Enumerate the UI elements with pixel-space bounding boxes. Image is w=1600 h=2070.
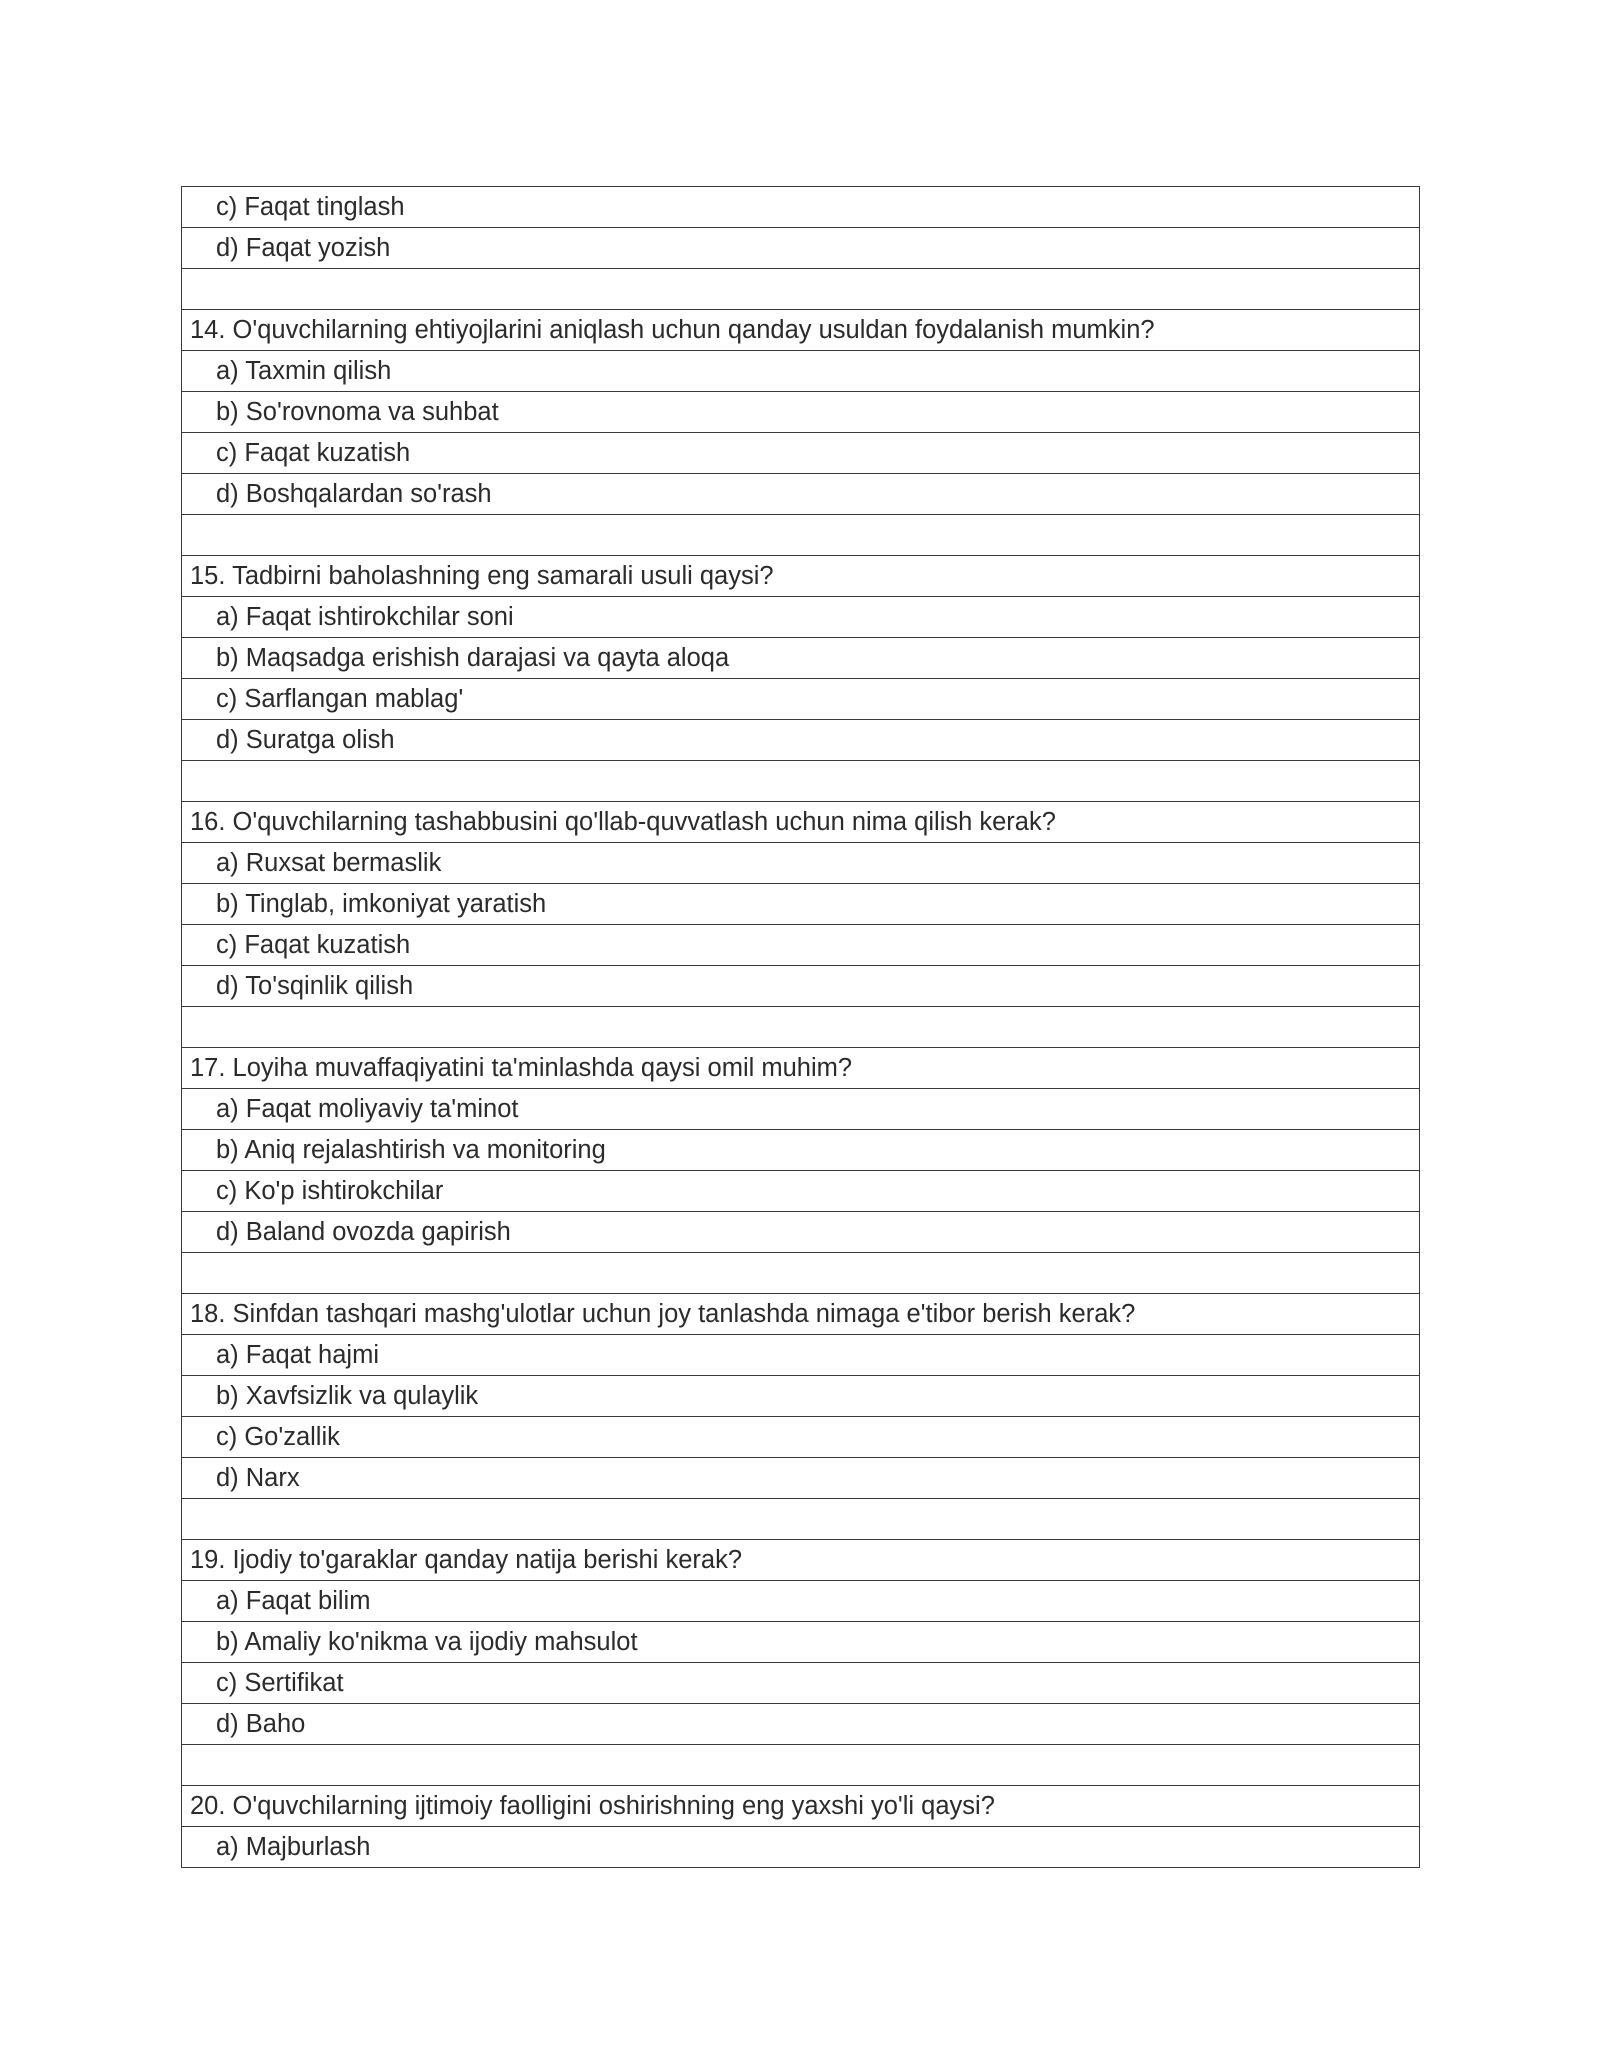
option-text: a) Ruxsat bermaslik [182, 843, 1420, 884]
option-text: a) Faqat ishtirokchilar soni [182, 597, 1420, 638]
option-text: d) Faqat yozish [182, 228, 1420, 269]
option-row [182, 1376, 1420, 1417]
question-text: 15. Tadbirni baholashning eng samarali usuli qaysi? [182, 556, 1420, 597]
option-row [182, 1335, 1420, 1376]
option-row [182, 843, 1420, 884]
question-row [182, 802, 1420, 843]
question-text: 14. O'quvchilarning ehtiyojlarini aniqlash uchun qanday usuldan foydalanish mumkin? [182, 310, 1420, 351]
question-row [182, 1786, 1420, 1827]
option-text: a) Faqat hajmi [182, 1335, 1420, 1376]
option-text: b) So'rovnoma va suhbat [182, 392, 1420, 433]
option-text: d) To'sqinlik qilish [182, 966, 1420, 1007]
option-row [182, 597, 1420, 638]
option-text: b) Xavfsizlik va qulaylik [182, 1376, 1420, 1417]
option-text: d) Suratga olish [182, 720, 1420, 761]
option-row [182, 638, 1420, 679]
spacer-row [182, 761, 1420, 802]
question-row [182, 1540, 1420, 1581]
option-text: b) Maqsadga erishish darajasi va qayta aloqa [182, 638, 1420, 679]
option-text: d) Boshqalardan so'rash [182, 474, 1420, 515]
spacer-row [182, 1499, 1420, 1540]
option-text: b) Amaliy ko'nikma va ijodiy mahsulot [182, 1622, 1420, 1663]
option-text: b) Tinglab, imkoniyat yaratish [182, 884, 1420, 925]
option-text: d) Baland ovozda gapirish [182, 1212, 1420, 1253]
option-row [182, 1581, 1420, 1622]
question-text: 19. Ijodiy to'garaklar qanday natija berishi kerak? [182, 1540, 1420, 1581]
option-text: c) Ko'p ishtirokchilar [182, 1171, 1420, 1212]
option-row [182, 1663, 1420, 1704]
option-row [182, 474, 1420, 515]
option-row [182, 1089, 1420, 1130]
option-row [182, 1704, 1420, 1745]
option-row [182, 1622, 1420, 1663]
empty-cell [182, 515, 1420, 556]
option-row [182, 679, 1420, 720]
empty-cell [182, 1253, 1420, 1294]
option-row [182, 392, 1420, 433]
empty-cell [182, 269, 1420, 310]
spacer-row [182, 1007, 1420, 1048]
option-text: a) Majburlash [182, 1827, 1420, 1868]
option-text: c) Sarflangan mablag' [182, 679, 1420, 720]
option-row [182, 351, 1420, 392]
question-row [182, 310, 1420, 351]
option-text: d) Baho [182, 1704, 1420, 1745]
option-row [182, 966, 1420, 1007]
option-text: c) Faqat tinglash [182, 187, 1420, 228]
empty-cell [182, 761, 1420, 802]
option-row [182, 884, 1420, 925]
option-row [182, 1458, 1420, 1499]
spacer-row [182, 269, 1420, 310]
question-text: 18. Sinfdan tashqari mashg'ulotlar uchun joy tanlashda nimaga e'tibor berish kerak? [182, 1294, 1420, 1335]
option-row [182, 433, 1420, 474]
question-row [182, 1048, 1420, 1089]
empty-cell [182, 1007, 1420, 1048]
question-row [182, 1294, 1420, 1335]
option-text: c) Go'zallik [182, 1417, 1420, 1458]
option-text: a) Taxmin qilish [182, 351, 1420, 392]
option-text: c) Sertifikat [182, 1663, 1420, 1704]
spacer-row [182, 1253, 1420, 1294]
option-row [182, 228, 1420, 269]
option-row [182, 1130, 1420, 1171]
quiz-table [181, 186, 1420, 1868]
empty-cell [182, 1745, 1420, 1786]
option-text: c) Faqat kuzatish [182, 433, 1420, 474]
option-text: b) Aniq rejalashtirish va monitoring [182, 1130, 1420, 1171]
option-row [182, 720, 1420, 761]
option-text: a) Faqat moliyaviy ta'minot [182, 1089, 1420, 1130]
option-text: c) Faqat kuzatish [182, 925, 1420, 966]
option-row [182, 1171, 1420, 1212]
question-row [182, 556, 1420, 597]
option-text: d) Narx [182, 1458, 1420, 1499]
spacer-row [182, 1745, 1420, 1786]
option-row [182, 925, 1420, 966]
quiz-table-body [182, 187, 1420, 1868]
spacer-row [182, 515, 1420, 556]
option-text: a) Faqat bilim [182, 1581, 1420, 1622]
option-row [182, 1212, 1420, 1253]
question-text: 20. O'quvchilarning ijtimoiy faolligini oshirishning eng yaxshi yo'li qaysi? [182, 1786, 1420, 1827]
option-row [182, 1827, 1420, 1868]
empty-cell [182, 1499, 1420, 1540]
option-row [182, 187, 1420, 228]
question-text: 17. Loyiha muvaffaqiyatini ta'minlashda qaysi omil muhim? [182, 1048, 1420, 1089]
option-row [182, 1417, 1420, 1458]
question-text: 16. O'quvchilarning tashabbusini qo'llab-quvvatlash uchun nima qilish kerak? [182, 802, 1420, 843]
